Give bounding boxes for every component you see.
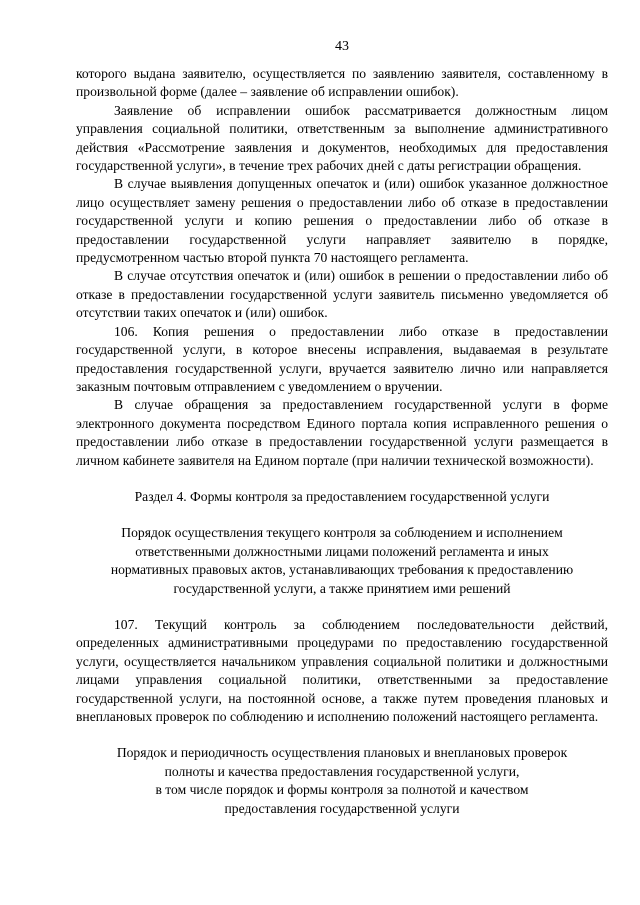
inspections-subheading: [76, 744, 608, 818]
paragraph-107: 107. Текущий контроль за соблюдением последовательности действий, определенных административными процедурами по предоставлению государственной услуги, осуществляется начальником управления социальной политики и должностными лицами управления социальной политики, ответственными за предоставление государственной услуги, на постоянной основе, а также путем проведения плановых и внеплановых проверок по соблюдению и исполнению положений настоящего регламента.: [76, 616, 608, 724]
section-4-heading: Раздел 4. Формы контроля за предоставлением государственной услуги: [134, 488, 550, 504]
subheading-line: ответственными должностными лицами положений регламента и иных: [135, 543, 549, 559]
subheading-line: в том числе порядок и формы контроля за полнотой и качеством: [155, 782, 529, 798]
subheading-line: полноты и качества предоставления государственной услуги,: [164, 763, 520, 779]
document-body: [76, 65, 608, 818]
paragraph-continuation: которого выдана заявителю, осуществляется по заявлению заявителя, составленному в произвольной форме (далее – заявление об исправлении ошибок).: [76, 66, 608, 100]
subheading-line: государственной услуги, а также принятием ими решений: [173, 580, 511, 596]
paragraph-electronic-document: В случае обращения за предоставлением государственной услуги в форме электронного документа посредством Единого портала копия исправленного решения о предоставлении либо отказе в предоставлении государственной услуги размещается в личном кабинете заявителя на Едином портале (при наличии технической возможности).: [76, 397, 608, 468]
paragraph-no-errors: В случае отсутствия опечаток и (или) ошибок в решении о предоставлении либо об отказе в предоставлении государственной услуги заявитель письменно уведомляется об отсутствии таких опечаток и (или) ошибок.: [76, 268, 608, 321]
paragraph-106: 106. Копия решения о предоставлении либо отказе в предоставлении государственной услуги, в которое внесены исправления, выдаваемая в результате предоставления государственной услуги, вручается заявителю лично или направляется заказным почтовым отправлением с уведомлением о вручении.: [76, 323, 608, 394]
current-control-subheading: [76, 524, 608, 598]
subheading-line: нормативных правовых актов, устанавливающих требования к предоставлению: [110, 562, 574, 578]
page-number: 43: [335, 39, 349, 54]
subheading-line: Порядок и периодичность осуществления плановых и внеплановых проверок: [116, 745, 568, 761]
paragraph-error-correction-review: Заявление об исправлении ошибок рассматривается должностным лицом управления социальной политики, ответственным за выполнение административного действия «Рассмотрение заявления и документов, необходимых для предоставления государственной услуги», в течение трех рабочих дней с даты регистрации обращения.: [76, 102, 608, 174]
paragraph-errors-found: В случае выявления допущенных опечаток и (или) ошибок указанное должностное лицо осуществляет замену решения о предоставлении либо об отказе в предоставлении государственной услуги и копию решения о предоставлении либо об отказе в предоставлении государственной услуги направляет заявителю в порядке, предусмотренном частью второй пункта 70 настоящего регламента.: [76, 176, 608, 266]
subheading-line: Порядок осуществления текущего контроля за соблюдением и исполнением: [121, 525, 563, 541]
subheading-line: предоставления государственной услуги: [224, 800, 460, 816]
